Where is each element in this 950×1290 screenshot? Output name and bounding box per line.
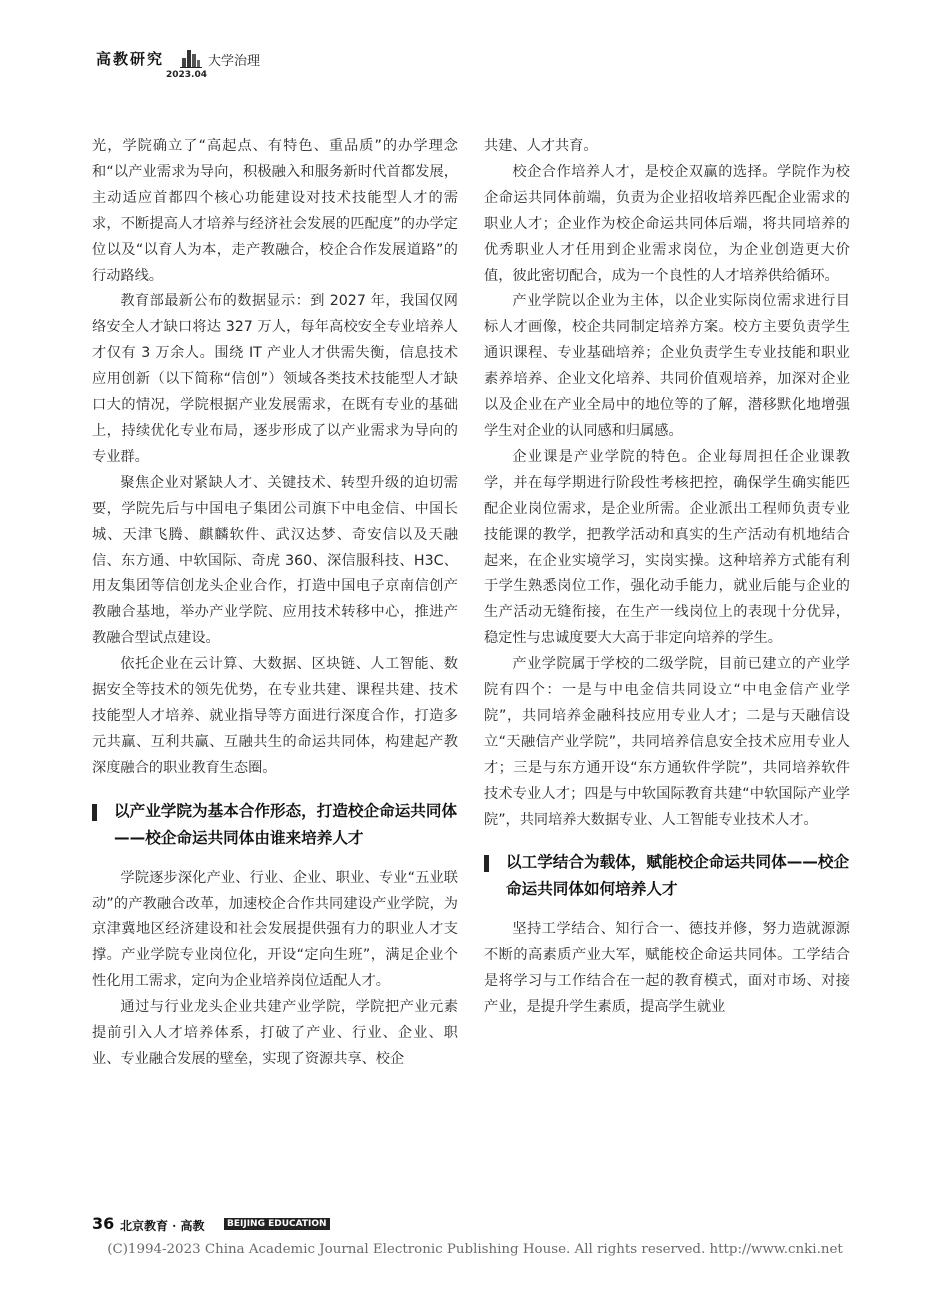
paragraph: 产业学院以企业为主体，以企业实际岗位需求进行目标人才画像，校企共同制定培养方案。校方主要负责学生通识课程、专业基础培养；企业负责学生专业技能和职业素养培养、企业文化培养、共同价值观培养，加深对企业以及企业在产业全局中的地位等的了解，潜移默化地增强学生对企业的认同感和归属感。 <box>484 293 850 439</box>
paragraph: 共建、人才共育。 <box>484 138 598 154</box>
journal-brand-english: BEIJING EDUCATION <box>224 1218 330 1230</box>
journal-title: 高教研究 <box>96 50 165 68</box>
building-logo-icon <box>180 46 202 68</box>
right-column <box>484 134 850 1021</box>
copyright-notice: (C)1994-2023 China Academic Journal Electronic Publishing House. All rights reserved. http://www.cnki.net <box>107 1242 843 1257</box>
paragraph: 通过与行业龙头企业共建产业学院，学院把产业元素提前引入人才培养体系，打破了产业、行业、企业、职业、专业融合发展的壁垒，实现了资源共享、校企 <box>92 999 458 1067</box>
paragraph: 学院逐步深化产业、行业、企业、职业、专业“五业联动”的产教融合改革，加速校企合作共同建设产业学院，为京津冀地区经济建设和社会发展提供强有力的职业人才支撑。产业学院专业岗位化，开设“定向生班”，满足企业个性化用工需求，定向为企业培养岗位适配人才。 <box>92 869 458 990</box>
paragraph: 校企合作培养人才，是校企双赢的选择。学院作为校企命运共同体前端，负责为企业招收培养匹配企业需求的职业人才；企业作为校企命运共同体后端，将共同培养的优秀职业人才任用到企业需求岗位，为企业创造更大价值，彼此密切配合，成为一个良性的人才培养供给循环。 <box>484 163 850 284</box>
paragraph: 产业学院属于学校的二级学院，目前已建立的产业学院有四个：一是与中电金信共同设立“中电金信产业学院”，共同培养金融科技应用专业人才；二是与天融信设立“天融信产业学院”，共同培养信息安全技术应用专业人才；三是与东方通开设“东方通软件学院”，共同培养软件技术专业人才；四是与中软国际教育共建“中软国际产业学院”，共同培养大数据专业、人工智能专业技术人才。 <box>484 656 850 828</box>
left-column <box>92 134 458 1073</box>
section-heading <box>92 798 458 852</box>
paragraph: 依托企业在云计算、大数据、区块链、人工智能、数据安全等技术的领先优势，在专业共建、课程共建、技术技能型人才培养、就业指导等方面进行深度合作，打造多元共赢、互利共赢、互融共生的命运共同体，构建起产教深度融合的职业教育生态圈。 <box>92 656 458 776</box>
paragraph: 光，学院确立了“高起点、有特色、重品质”的办学理念和“以产业需求为导向，积极融入和服务新时代首都发展，主动适应首都四个核心功能建设对技术技能型人才的需求，不断提高人才培养与经济社会发展的匹配度”的办学定位以及“以育人为本，走产教融合，校企合作发展道路”的行动路线。 <box>92 138 458 284</box>
page-header <box>96 46 316 86</box>
paragraph: 教育部最新公布的数据显示：到 2027 年，我国仅网络安全人才缺口将达 327 万人，每年高校安全专业培养人才仅有 3 万余人。围绕 IT 产业人才供需失衡，信息技术应用创新（以下简称“信创”）领域各类技术技能型人才缺口大的情况，学院根据产业发展需求，在既有专业的基础上，持续优化专业布局，逐步形成了以产业需求为导向的专业群。 <box>92 293 458 465</box>
issue-date: 2023.04 <box>166 70 207 80</box>
journal-brand: 北京教育 · 高教 <box>120 1219 205 1233</box>
heading-bar <box>484 855 489 872</box>
paragraph: 企业课是产业学院的特色。企业每周担任企业课教学，并在每学期进行阶段性考核把控，确保学生确实能匹配企业岗位需求，是企业所需。企业派出工程师负责专业技能课的教学，把教学活动和真实的生产活动有机地结合起来，在企业实境学习，实岗实操。这种培养方式能有利于学生熟悉岗位工作，强化动手能力，就业后能与企业的生产活动无缝衔接，在生产一线岗位上的表现十分优异，稳定性与忠诚度要大大高于非定向培养的学生。 <box>484 448 850 647</box>
heading-bar <box>92 804 97 821</box>
page-number: 36 <box>92 1214 115 1233</box>
paragraph: 聚焦企业对紧缺人才、关键技术、转型升级的迫切需要，学院先后与中国电子集团公司旗下中电金信、中国长城、天津飞腾、麒麟软件、武汉达梦、奇安信以及天融信、东方通、中软国际、奇虎 360、深信服科技、H3C、用友集团等信创龙头企业合作，打造中国电子京南信创产教融合基地，举办产业学院、应用技术转移中心，推进产教融合型试点建设。 <box>92 474 458 647</box>
paragraph: 坚持工学结合、知行合一、德技并修，努力造就源源不断的高素质产业大军，赋能校企命运共同体。工学结合是将学习与工作结合在一起的教育模式，面对市场、对接产业，是提升学生素质，提高学生就业 <box>484 921 850 1016</box>
section-heading-text: 以产业学院为基本合作形态，打造校企命运共同体——校企命运共同体由谁来培养人才 <box>114 801 458 847</box>
section-heading <box>484 849 850 903</box>
section-title: 大学治理 <box>208 54 261 69</box>
section-heading-text: 以工学结合为载体，赋能校企命运共同体——校企命运共同体如何培养人才 <box>506 853 850 899</box>
